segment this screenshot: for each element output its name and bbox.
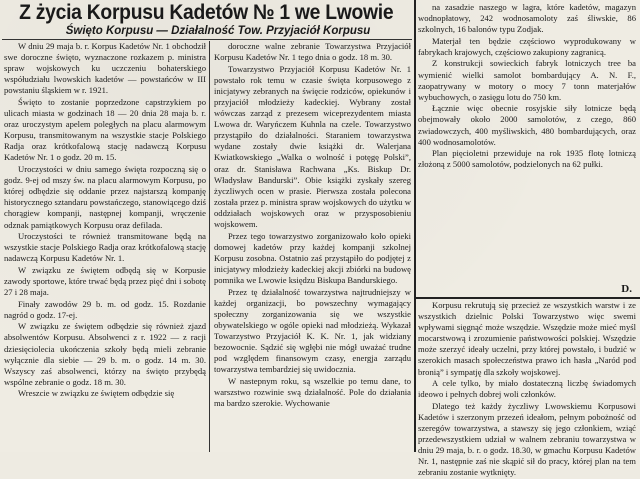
column-2 bbox=[214, 41, 411, 452]
paragraph: Finały zawodów 29 b. m. od godz. 15. Rozdanie nagród o godz. 17-ej. bbox=[4, 298, 206, 320]
author-signature: D. bbox=[621, 283, 632, 295]
paragraph: Materjał ten będzie częściowo wyprodukowany w fabrykach krajowych, częściowo zakupiony zagranicą. bbox=[418, 35, 636, 57]
paragraph: Święto to zostanie poprzedzone capstrzykiem po ulicach miasta w godzinach 18 — 20 dnia 28 maja b. r. oraz uroczystym apelem poległych na placu alarmowym Korpusu, transmitowanym na wszystkie stacje Polskiego Radja oraz krótkofalową stację nadawczą Korpusu Kadetów Nr. 1 o godz. 20 m. 15. bbox=[4, 96, 206, 163]
paragraph: Przez tę działalność towarzystwa najtrudniejszy w każdej organizacji, bo powszechny wymagający społeczny zorganizowania się we wszystkie obywatelskiego w ogóle opieki nad młodzieżą. Wykazał Towarzystwo Przyjaciół K. K. Nr. 1, jak widziany bezowocnie. Sądzić się wgłębi nie mógł uważać trudne pod względem finansowym czasy, energja zarządu towarzystwa tembardziej się uwidocznia. bbox=[214, 286, 411, 375]
rule-under-subhead bbox=[2, 39, 412, 40]
paragraph: W związku ze świętem odbędzie się również zjazd absolwentów Korpusu. Absolwenci z r. 1922 — z racji dziesięciolecia ukończenia szkoły będą mieli zebranie wyłącznie dla siebie — 29 b. m. o godz. 14 m. 30. Wszyscy zaś absolwenci, którzy na święto przybędą wspólne zebranie o godz. 18 m. 30. bbox=[4, 321, 206, 387]
column-1 bbox=[4, 41, 206, 452]
paragraph: Uroczystości w dniu samego święta rozpoczną się o godz. 9-ej od mszy św. na placu alarmowym Korpusu, po której odbędzie się oddanie przez najstarszą kompanję historycznego sztandaru powstańczego, stanowiącego dziś chorągiew kompanji, następnej kompanji, wręczenie odznak pamiątkowych Korpusu oraz defilada. bbox=[4, 164, 206, 230]
paragraph: Korpusu rekrutują się przecież ze wszystkich warstw i ze wszystkich dzielnic Polski Towarzystwo więc swemi wpływami sięgnąć może wszędzie. Wszędzie może mieć myśl mocarstwową i zrozumienie państwowości polskiej. Wszędzie może szerzyć ideały uczelni, przy której powstało, i budzić w szerokich masach społeczeństwa prawo ich hasła „Naród pod bronią” i sympatję dla szkoły wojskowej. bbox=[418, 300, 636, 377]
section-divider bbox=[416, 297, 640, 299]
paragraph: Z konstrukcji sowieckich fabryk lotniczych tree ba wymienić wielki samolot bombardujący A. N. F., zaopatrywany w motory o mocy 7 tonn materjałów wybuchowych, o zasięgu lotu do 750 km. bbox=[418, 58, 636, 102]
column-3-bottom bbox=[418, 300, 636, 478]
paragraph: Łącznie więc obecnie rosyjskie siły lotnicze będą obejmowały około 2000 samolotów, z czego, 860 zwiadowczych, 400 myśliwskich, 480 bombardujących, oraz 400 wodnosamolotów. bbox=[418, 103, 636, 147]
paragraph: W nastepnym roku, są wszelkie po temu dane, to warszstwo rozwinie swą działalność. Pole do działania ma bardzo szerokie. Wychowanie bbox=[214, 375, 411, 408]
paragraph: Towarzystwo Przyjaciół Korpusu Kadetów Nr. 1 powstało rok temu w czasie święta korpusowego z inicjatywy zebranych na święcie rodziców, opiekunów i przyjaciół młodzieży kadeckiej. Wybrany został wówczas zarząd z prezesem wiceprezydentem miasta Lwowa dr. Waryńczem Kuhnla na czele. Towarzystwo przystąpiło do działalności. Staraniem towarzystwa wydane zostały dwie książki dr. Walerjana Kwiatkowskiego „Walka o wolność i potęgę Polski”, oraz dr. Stanisława Rachwana „Ks. Biskup Dr. Władysław Bandurski”. Obie książki zyskały szereg życzliwych ocen w prasie. Pierwsza została polecona została przez p. ministra spraw wojskowych do użytku w oddziałach wojskowych oraz w przysposobieniu wojskowem. bbox=[214, 63, 411, 229]
paragraph: W związku ze świętem odbędą się w Korpusie zawody sportowe, które trwać będą przez pięć dni i sobotę 27 i 28 maja. bbox=[4, 264, 206, 298]
article-headline: Z życia Korpusu Kadetów № 1 we Lwowie bbox=[19, 1, 394, 24]
column-3-top bbox=[418, 2, 636, 277]
article-subheadline: Święto Korpusu — Działalność Tow. Przyjaciół Korpusu bbox=[65, 25, 371, 37]
paragraph: na zasadzie naszego w lagra, które kadetów, magazyn wodnopłatowy, 242 wodnosamoloty zaś śliwskie, 86 szkolnych, 16 balonów typu Zodjak. bbox=[418, 2, 636, 35]
paragraph: W dniu 29 maja b. r. Korpus Kadetów Nr. 1 obchodził swe doroczne święto, wyznaczone rozkazem p. ministra spraw wojskowych ku uczczeniu bohaterskiego współudziału lwowskich kadetów — powstańców w III powstaniu śląskiem w r. 1921. bbox=[4, 41, 206, 96]
paragraph: Dlatego też każdy życzliwy Lwowskiemu Korpusowi Kadetów i szerzonym przezeń ideałom, pełnym pobożność od szeregów towarzystwa, a stawszy się jego członkiem, wziąć przedewszystkiem udział w walnem zebraniu towarzystwa w dniu 29 maja, b. r. o godz. 18.30, w gmachu Korpusu Kadetów Nr. 1, następnie zaś nie skąpić sił do pracy, której plan na tem zebraniu zostanie wytknięty. bbox=[418, 400, 636, 478]
paragraph: doroczne walne zebranie Towarzystwa Przyjaciół Korpusu Kadetów Nr. 1 tego dnia o godz. 18 m. 30. bbox=[214, 41, 411, 63]
column-divider-1 bbox=[209, 41, 210, 452]
paragraph: Plan pięcioletni przewiduje na rok 1935 flotę lotniczą złożoną z 5000 samolotów, podzielonych na 62 pułki. bbox=[418, 148, 636, 170]
paragraph: Uroczystości te również transmitowane będą na wszystkie stacje Polskiego Radja oraz krótkofalową stację nadawczą Korpusu Kadetów Nr. 1. bbox=[4, 231, 206, 264]
paragraph: Przez tego towarzystwo zorganizowało koło opieki domowej kadetów przy każdej kompanji szkolnej Korpusu zosobna. Ostatnio zaś przystąpiło do podjętej z inicjatywy młodzieży kadeckiej akcji zbiórki na budowę pomnika we Lwowie księdzu Biskupa Bandurskiego. bbox=[214, 230, 411, 285]
paragraph: Wreszcie w związku ze świętem odbędzie się bbox=[18, 388, 175, 399]
paragraph: A cele tylko, by miało dostateczną liczbę świadomych ideowo i pełnych dobrej woli członków. bbox=[418, 378, 636, 400]
column-divider-2 bbox=[414, 0, 416, 452]
